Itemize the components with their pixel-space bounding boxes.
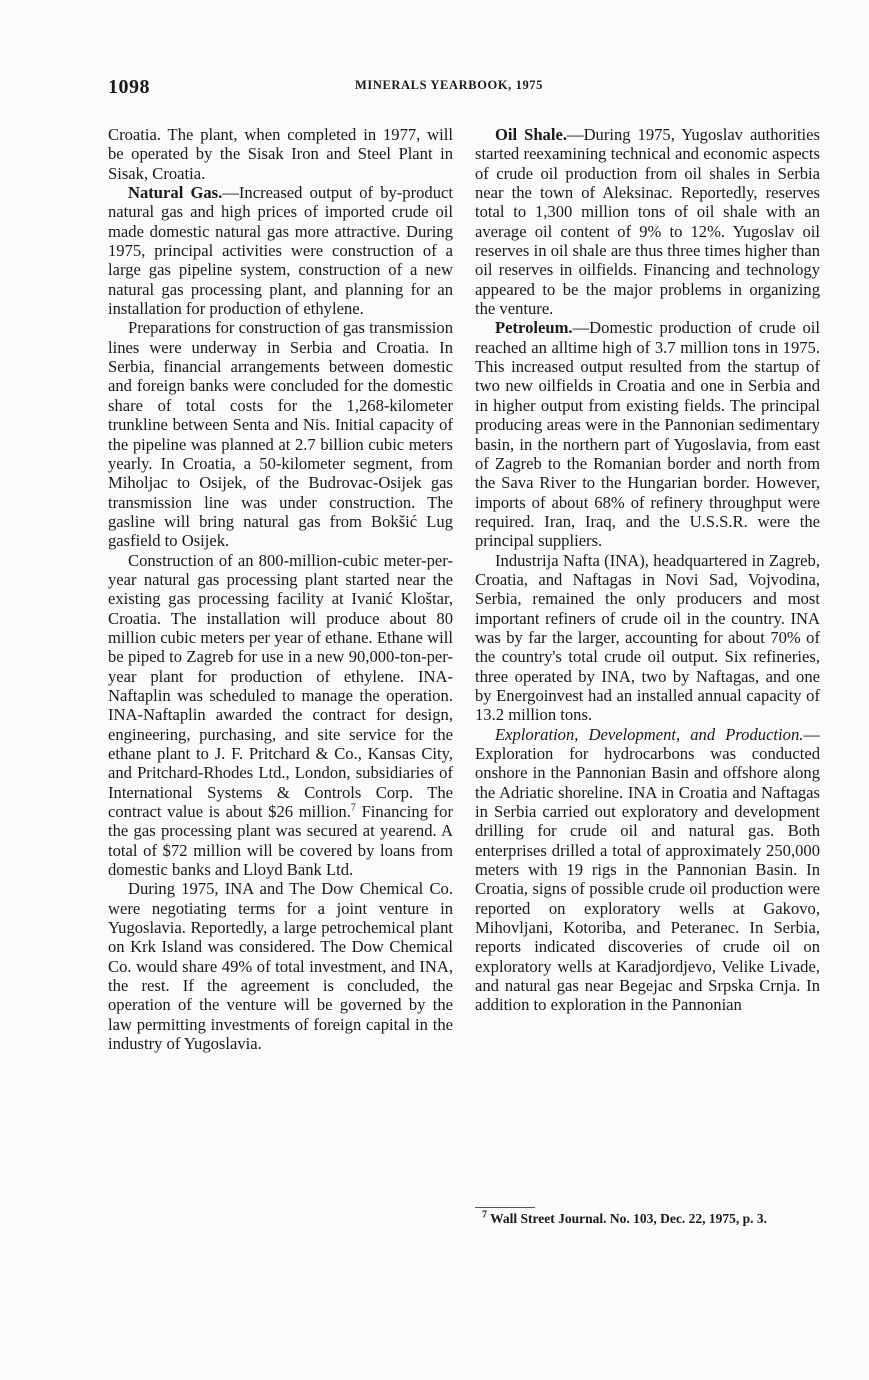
footnote-text: Wall Street Journal. No. 103, Dec. 22, 1975, p. 3. — [487, 1211, 767, 1226]
footnote-divider — [475, 1207, 535, 1208]
right-column — [475, 125, 820, 1015]
paragraph: Preparations for construction of gas transmission lines were underway in Serbia and Croatia. In Serbia, financial arrangements between domestic and foreign banks were concluded for the domestic share of total costs for the 1,268-kilometer trunkline between Senta and Nis. Initial capacity of the pipeline was planned at 2.7 billion cubic meters yearly. In Croatia, a 50-kilometer segment, from Miholjac to Osijek, of the Budrovac-Osijek gas transmission line was under construction. The gasline will bring natural gas from Bokšić Lug gasfield to Osijek. — [108, 318, 453, 551]
paragraph-text: —During 1975, Yugoslav authorities started reexamining technical and economic aspects of crude oil production from oil shales in Serbia near the town of Aleksinac. Reportedly, reserves total to 1,300 million tons of oil shale with an average oil content of 9% to 12%. Yugoslav oil reserves in oil shale are thus three times higher than oil reserves in oilfields. Financing and technology appeared to be the major problems in organizing the venture. — [475, 125, 820, 319]
left-column — [108, 125, 453, 1054]
section-heading-oil-shale: Oil Shale. — [495, 125, 567, 144]
paragraph-oil-shale — [475, 125, 820, 318]
footnote-reference: 7 — [350, 802, 356, 814]
running-title: MINERALS YEARBOOK, 1975 — [355, 78, 544, 92]
section-heading-natural-gas: Natural Gas. — [128, 183, 223, 203]
paragraph-processing-plant — [108, 551, 453, 880]
section-heading-petroleum: Petroleum. — [495, 318, 573, 338]
paragraph-text: Construction of an 800-million-cubic meter-per-year natural gas processing plant started near the existing gas processing facility at Ivanić Kloštar, Croatia. The installation will produce about 80 million cubic meters per year of ethane. Ethane will be piped to Zagreb for use in a new 90,000-ton-per-year plant for production of ethylene. INA-Naftaplin was scheduled to manage the operation. INA-Naftaplin awarded the contract for design, engineering, purchasing, and site service for the ethane plant to J. F. Pritchard & Co., Kansas City, and Pritchard-Rhodes Ltd., London, subsidiaries of International Systems & Controls Corp. The contract value is about $26 million. — [108, 550, 453, 822]
page-number: 1098 — [108, 76, 150, 98]
paragraph-natural-gas — [108, 183, 453, 318]
paragraph-text: Financing for the gas processing plant was secured at yearend. A total of $72 million will be covered by loans from domestic banks and Lloyd Bank Ltd. — [108, 802, 454, 880]
paragraph: Industrija Nafta (INA), headquartered in Zagreb, Croatia, and Naftagas in Novi Sad, Vojvodina, Serbia, remained the only producers and most important refiners of crude oil in the country. INA was by far the larger, accounting for about 70% of the country's total crude oil output. Six refineries, three operated by INA, two by Naftagas, and one by Energoinvest had an installed annual capacity of 13.2 million tons. — [475, 550, 820, 725]
paragraph-text: —Domestic production of crude oil reached an alltime high of 3.7 million tons in 1975. This increased output resulted from the startup of two new oilfields in Croatia and one in Serbia and in higher output from existing fields. The principal producing areas were in the Pannonian sedimentary basin, in the northern part of Yugoslavia, from east of Zagreb to the Romanian border and north from the Sava River to the Hungarian border. However, imports of about 68% of refinery throughput were required. Iran, Iraq, and the U.S.S.R. were the principal suppliers. — [475, 318, 820, 551]
paragraph-text: —Exploration for hydrocarbons was conducted onshore in the Pannonian Basin and offshore along the Adriatic shoreline. INA in Croatia and Naftagas in Serbia carried out exploratory and development drilling for crude oil and natural gas. Both enterprises drilled a total of approximately 250,000 meters with 19 rigs in the Pannonian Basin. In Croatia, signs of possible crude oil production were reported on exploratory wells at Gakovo, Mihovljani, Kotoriba, and Peteranec. In Serbia, reports indicated discoveries of crude oil on exploratory wells at Karadjordjevo, Velike Livade, and natural gas near Begejac and Srpska Crnja. In addition to exploration in the Pannonian — [475, 724, 820, 1015]
footnote-marker: 7 — [482, 1209, 487, 1221]
paragraph-text: —Increased output of by-product natural gas and high prices of imported crude oil made domestic natural gas more attractive. During 1975, principal activities were construction of a large gas pipeline system, construction of a new natural gas processing plant, and planning for an installation for production of ethylene. — [108, 183, 453, 319]
footnote — [482, 1211, 822, 1227]
paragraph: During 1975, INA and The Dow Chemical Co. were negotiating terms for a joint venture in Yugoslavia. Reportedly, a large petrochemical plant on Krk Island was considered. The Dow Chemical Co. would share 49% of total investment, and INA, the rest. If the agreement is concluded, the operation of the venture will be governed by the law permitting investments of foreign capital in the industry of Yugoslavia. — [108, 879, 453, 1054]
paragraph-exploration — [475, 725, 820, 1015]
section-heading-exploration: Exploration, Development, and Production. — [495, 724, 804, 744]
paragraph-petroleum — [475, 318, 820, 550]
paragraph: Croatia. The plant, when completed in 1977, will be operated by the Sisak Iron and Steel Plant in Sisak, Croatia. — [108, 125, 453, 183]
